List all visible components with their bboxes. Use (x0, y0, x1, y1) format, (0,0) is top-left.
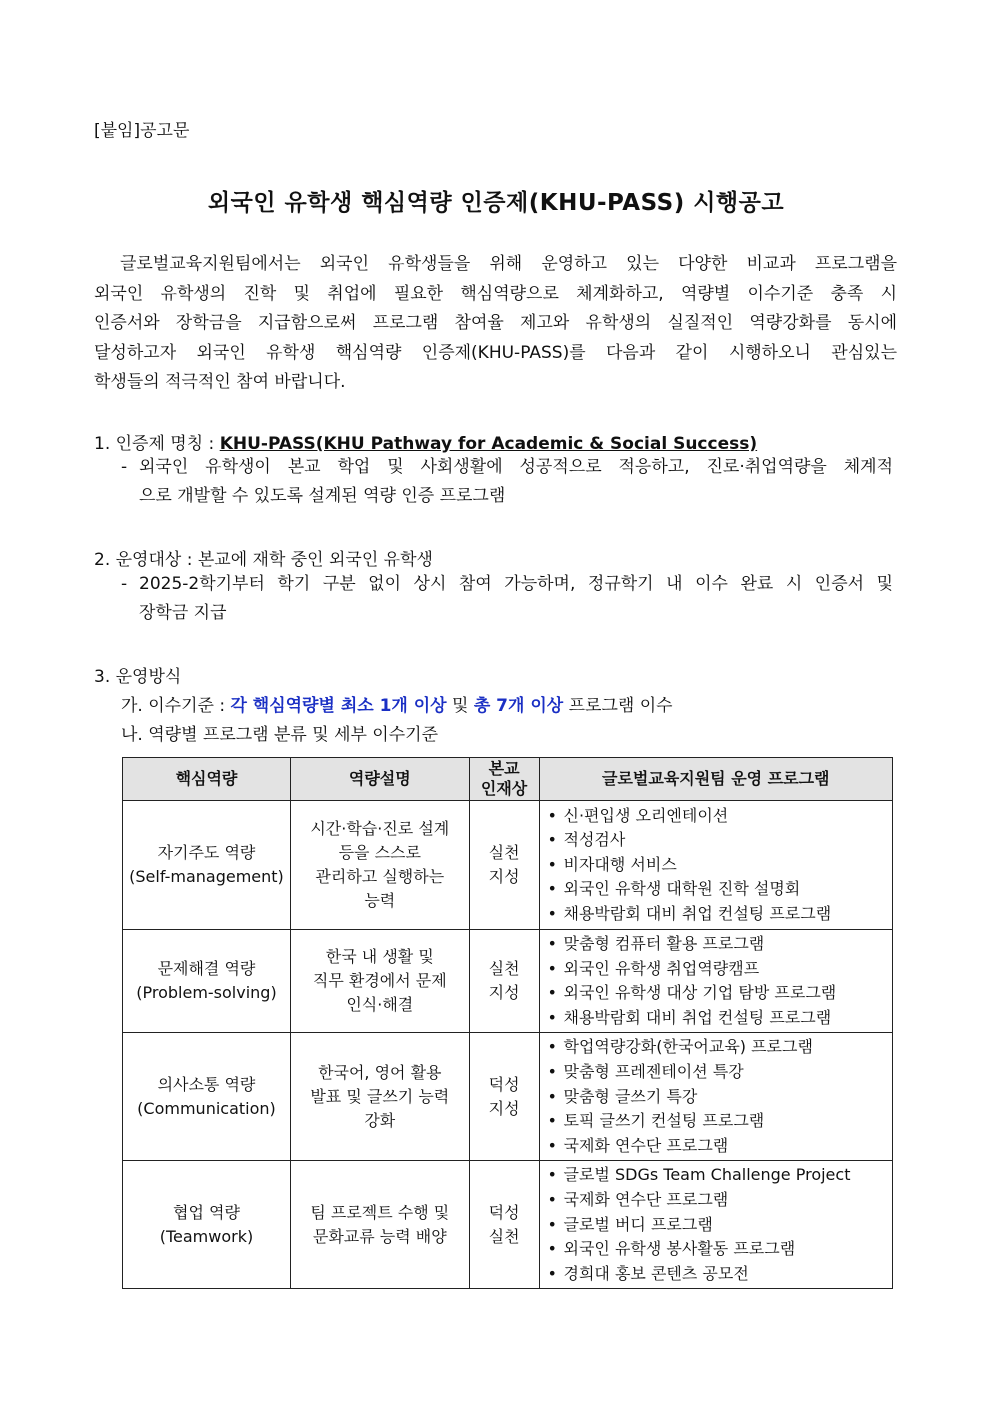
section-3-heading: 3. 운영방식 (94, 667, 182, 687)
program-item: • 국제화 연수단 프로그램 (546, 1134, 886, 1159)
program-item: • 신·편입생 오리엔테이션 (546, 804, 886, 829)
program-item: • 글로벌 버디 프로그램 (546, 1213, 886, 1238)
intro-paragraph (94, 250, 897, 398)
program-item: • 맞춤형 컴퓨터 활용 프로그램 (546, 932, 886, 957)
competency-name-kr: 문제해결 역량 (157, 959, 256, 979)
programs-cell (539, 1033, 892, 1161)
program-item: • 토픽 글쓰기 컨설팅 프로그램 (546, 1109, 886, 1134)
competency-name-kr: 의사소통 역량 (157, 1074, 256, 1094)
competency-table (122, 757, 893, 1289)
attachment-label: [붙임]공고문 (94, 121, 190, 141)
talent-line: 실천 (488, 843, 520, 862)
header-competency: 핵심역량 (123, 758, 291, 801)
competency-cell (123, 1033, 291, 1161)
talent-cell (469, 801, 539, 930)
program-item: • 학업역량강화(한국어교육) 프로그램 (546, 1035, 886, 1060)
description-line: 발표 및 글쓰기 능력 (310, 1086, 450, 1106)
description-cell (290, 1161, 469, 1289)
competency-name-en: (Self-management) (129, 867, 284, 886)
program-item: • 채용박람회 대비 취업 컨설팅 프로그램 (546, 1006, 886, 1031)
description-cell (290, 1033, 469, 1161)
table-row (123, 1161, 893, 1289)
intro-line: 학생들의 적극적인 참여 바랍니다. (94, 372, 346, 393)
description-line: 한국어, 영어 활용 (318, 1062, 442, 1082)
page-title: 외국인 유학생 핵심역량 인증제(KHU-PASS) 시행공고 (207, 190, 785, 216)
program-item: • 외국인 유학생 봉사활동 프로그램 (546, 1237, 886, 1262)
programs-cell (539, 801, 892, 930)
competency-name-kr: 자기주도 역량 (157, 843, 256, 862)
talent-line: 지성 (488, 867, 520, 886)
talent-line: 지성 (488, 983, 520, 1003)
description-line: 시간·학습·진로 설계 (310, 819, 450, 838)
criteria-middle: 및 (446, 696, 474, 716)
description-cell (290, 801, 469, 930)
program-item: • 경희대 홍보 콘텐츠 공모전 (546, 1262, 886, 1287)
program-item: • 글로벌 SDGs Team Challenge Project (546, 1163, 886, 1188)
description-line: 직무 환경에서 문제 (312, 971, 447, 991)
table-row (123, 930, 893, 1033)
detail-line: 으로 개발할 수 있도록 설계된 역량 인증 프로그램 (139, 486, 506, 506)
header-talent (469, 758, 539, 801)
description-line: 문화교류 능력 배양 (312, 1226, 447, 1246)
section-1-prefix: 1. 인증제 명칭 : (94, 434, 220, 454)
program-item: • 맞춤형 글쓰기 특강 (546, 1085, 886, 1110)
detail-line: 외국인 유학생이 본교 학업 및 사회생활에 성공적으로 적응하고, 진로·취업역량을 체계적 (139, 457, 893, 477)
description-cell (290, 930, 469, 1033)
criteria-suffix: 프로그램 이수 (563, 696, 673, 716)
header-programs: 글로벌교육지원팀 운영 프로그램 (539, 758, 892, 801)
section-1-detail (121, 453, 893, 511)
dash-marker: - (121, 574, 128, 594)
talent-cell (469, 930, 539, 1033)
intro-line: 인증서와 장학금을 지급함으로써 프로그램 참여율 제고와 유학생의 실질적인 역량강화를 동시에 (94, 313, 897, 334)
section-2-detail (121, 570, 893, 628)
description-line: 관리하고 실행하는 (315, 867, 445, 886)
detail-line: 2025-2학기부터 학기 구분 없이 상시 참여 가능하며, 정규학기 내 이수 완료 시 인증서 및 (139, 574, 893, 594)
competency-name-en: (Problem-solving) (136, 983, 277, 1003)
program-item: • 채용박람회 대비 취업 컨설팅 프로그램 (546, 902, 886, 927)
criteria-line (121, 691, 673, 716)
competency-cell (123, 801, 291, 930)
description-line: 인식·해결 (346, 995, 414, 1015)
header-description: 역량설명 (290, 758, 469, 801)
criteria-highlight-1: 각 핵심역량별 최소 1개 이상 (230, 696, 447, 716)
criteria-prefix: 가. 이수기준 : (121, 696, 231, 716)
intro-line: 외국인 유학생의 진학 및 취업에 필요한 핵심역량으로 체계화하고, 역량별 이수기준 충족 시 (94, 283, 897, 304)
program-item: • 국제화 연수단 프로그램 (546, 1188, 886, 1213)
competency-name-kr: 협업 역량 (173, 1202, 240, 1222)
description-line: 능력 (364, 891, 396, 910)
detail-line: 장학금 지급 (139, 603, 227, 623)
competency-cell (123, 1161, 291, 1289)
table-row (123, 1033, 893, 1161)
programs-cell (539, 1161, 892, 1289)
talent-cell (469, 1161, 539, 1289)
program-item: • 외국인 유학생 취업역량캠프 (546, 957, 886, 982)
table-row (123, 801, 893, 930)
talent-line: 실천 (488, 959, 520, 979)
program-item: • 맞춤형 프레젠테이션 특강 (546, 1060, 886, 1085)
description-line: 팀 프로젝트 수행 및 (310, 1202, 450, 1222)
program-name: KHU-PASS(KHU Pathway for Academic & Social Success) (219, 434, 758, 454)
programs-cell (539, 930, 892, 1033)
criteria-highlight-2: 총 7개 이상 (473, 696, 564, 716)
talent-line: 실천 (488, 1226, 520, 1246)
program-item: • 외국인 유학생 대상 기업 탐방 프로그램 (546, 981, 886, 1006)
competency-name-en: (Communication) (137, 1098, 276, 1118)
header-talent-line: 본교 (488, 759, 520, 778)
talent-line: 덕성 (488, 1074, 520, 1094)
description-line: 강화 (364, 1110, 396, 1130)
description-line: 등을 스스로 (338, 843, 421, 862)
classification-line: 나. 역량별 프로그램 분류 및 세부 이수기준 (121, 725, 439, 745)
description-line: 한국 내 생활 및 (325, 947, 434, 967)
dash-marker: - (121, 457, 128, 477)
intro-line: 달성하고자 외국인 유학생 핵심역량 인증제(KHU-PASS)를 다음과 같이 시행하오니 관심있는 (94, 342, 897, 363)
section-2-heading: 2. 운영대상 : 본교에 재학 중인 외국인 유학생 (94, 550, 433, 570)
header-talent-line: 인재상 (480, 779, 528, 798)
program-item: • 외국인 유학생 대학원 진학 설명회 (546, 877, 886, 902)
competency-cell (123, 930, 291, 1033)
table-header-row (123, 758, 893, 801)
section-1-heading (94, 429, 757, 454)
program-item: • 적성검사 (546, 828, 886, 853)
competency-name-en: (Teamwork) (159, 1226, 254, 1246)
intro-line: 글로벌교육지원팀에서는 외국인 유학생들을 위해 운영하고 있는 다양한 비교과 프로그램을 (120, 254, 897, 274)
talent-cell (469, 1033, 539, 1161)
talent-line: 지성 (488, 1098, 520, 1118)
talent-line: 덕성 (488, 1202, 520, 1222)
program-item: • 비자대행 서비스 (546, 853, 886, 878)
